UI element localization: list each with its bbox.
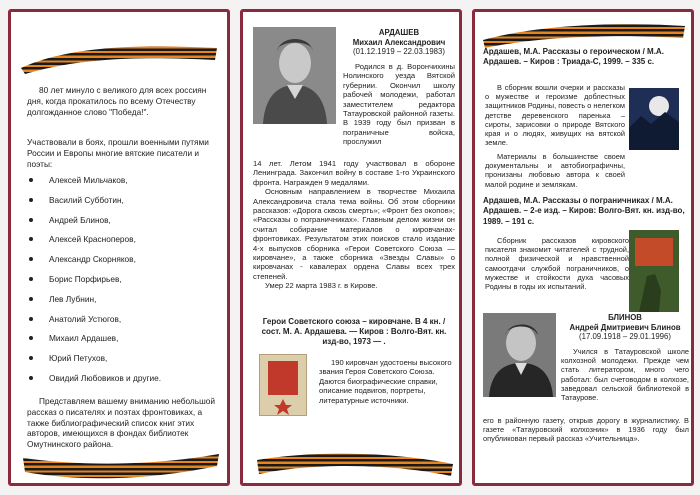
list-item: Андрей Блинов, (27, 215, 217, 235)
bio-text: Учился в Татауровской школе колхозной молодежи. Прежде чем стать литератором, много чего работал: был счетоводом в колхозе, заведовал сельской библиотекой в Татаурове. (561, 347, 689, 402)
ribbon-icon (21, 452, 221, 484)
book-cover-image (259, 354, 307, 416)
book-description: Материалы в большинстве своем документальны и автобиографичны, пронизаны любовью автора к своей малой родине и землякам. (485, 152, 625, 189)
book-title: Ардашев, М.А. Рассказы о героическом / М.А. Ардашев. – Киров : Триада-С, 1999. – 335 с. (483, 47, 664, 67)
list-item: Алексей Мильчаков, (27, 175, 217, 195)
middle-panel (240, 9, 462, 486)
portrait-photo (483, 313, 556, 397)
list-item: Василий Субботин, (27, 195, 217, 215)
bio-text-continued: его в районную газету, открыв дорогу в журналистику. В газете «Татауровский колхозник» в 1936 году был опубликован первый рассказ «Учительница». (483, 416, 689, 444)
writers-list (27, 175, 217, 393)
list-item: Александр Скорняков, (27, 254, 217, 274)
bio-text-continued: 14 лет. Летом 1941 году участвовал в обороне Ленинграда. Закончил войну в составе 1-го Украинского фронта. Награжден 9 медалями. Основным направлением в творчестве Михаила Александровича стала тема войны. Об этом сборники рассказов: «Дорога сквозь смерть»; «Фронт без окопов»; «Рассказы о пограничниках». Главным делом жизни он считал собирание материалов о кировчанах- фронтовиках. Результатом этих поисков стало издание 4-х выпусков сборника «Герои Советского Союза — кировчане», а также сборника «Звезды Славы» о кировчанах - кавалерах ордена Славы всех трех степеней. Умер 22 марта 1983 г. в Кирове. (253, 159, 455, 291)
book-description: В сборник вошли очерки и рассказы о мужестве и героизме доблестных защитников Родины, повесть о нелегком детстве деревенского паренька – сироты, зарисовки о природе Вятского края и о людях, живущих на вятской земле. (485, 83, 625, 148)
author-heading: БЛИНОВ Андрей Дмитриевич Блинов (17.09.1918 – 29.01.1996) (569, 313, 681, 342)
book-description: Сборник рассказов кировского писателя знакомит читателей с трудной, полной физической и нравственной самоотдачи службой пограничников, о мужестве и стойкости духа часовых Родины в годы их испытаний. (485, 236, 629, 291)
list-item: Анатолий Устюгов, (27, 314, 217, 334)
ribbon-icon (481, 18, 687, 48)
outro-text: Представляем вашему вниманию небольшой рассказ о писателях и поэтах фронтовиках, а также библиографический список книг этих авторов, имеющихся в фондах библиотек Омутнинского района. (27, 396, 215, 450)
list-item: Михаил Ардашев, (27, 333, 217, 353)
intro-text: 80 лет минуло с великого для всех россиян дня, когда прокатилось по всему Отечеству долгожданное слово "Победа!". (27, 85, 207, 117)
book-cover-image (629, 88, 679, 150)
list-item: Юрий Петухов, (27, 353, 217, 373)
book-title: Герои Советского союза – кировчане. В 4 кн. / сост. М. А. Ардашева. — Киров : Волго-Вят. кн. изд-во, 1973 — . (261, 317, 447, 346)
ribbon-icon (255, 448, 455, 484)
bio-text: Родился в д. Ворончихины Нолинского уезда Вятской губернии. Окончил школу рабочей молодежи, работал заместителем редактора Татауровской районной газеты. В 1939 году был призван в пограничные войска, прослужил (343, 62, 455, 147)
list-item: Лев Лубнин, (27, 294, 217, 314)
book-description: 190 кировчан удостоены высокого звания Героя Советского Союза. Даются биографические справки, описание подвигов, портреты, литературные источники. (319, 358, 452, 405)
author-heading: АРДАШЕВ Михаил Александрович (01.12.1919 – 22.03.1983) (352, 28, 446, 57)
ribbon-icon (19, 42, 219, 74)
book-title: Ардашев, М.А. Рассказы о пограничниках / М.А. Ардашев. – 2-е изд. – Киров: Волго-Вят. кн. изд-во, 1989. – 191 с. (483, 196, 685, 226)
list-item: Овидий Любовиков и другие. (27, 373, 217, 393)
right-panel (472, 9, 694, 486)
portrait-photo (253, 27, 336, 124)
left-panel (8, 9, 230, 486)
list-item: Борис Порфирьев, (27, 274, 217, 294)
book-cover-image (629, 230, 679, 312)
lead-text: Участвовали в боях, прошли военными путями России и Европы многие вятские писатели и поэты: (27, 137, 209, 169)
list-item: Алексей Красноперов, (27, 234, 217, 254)
